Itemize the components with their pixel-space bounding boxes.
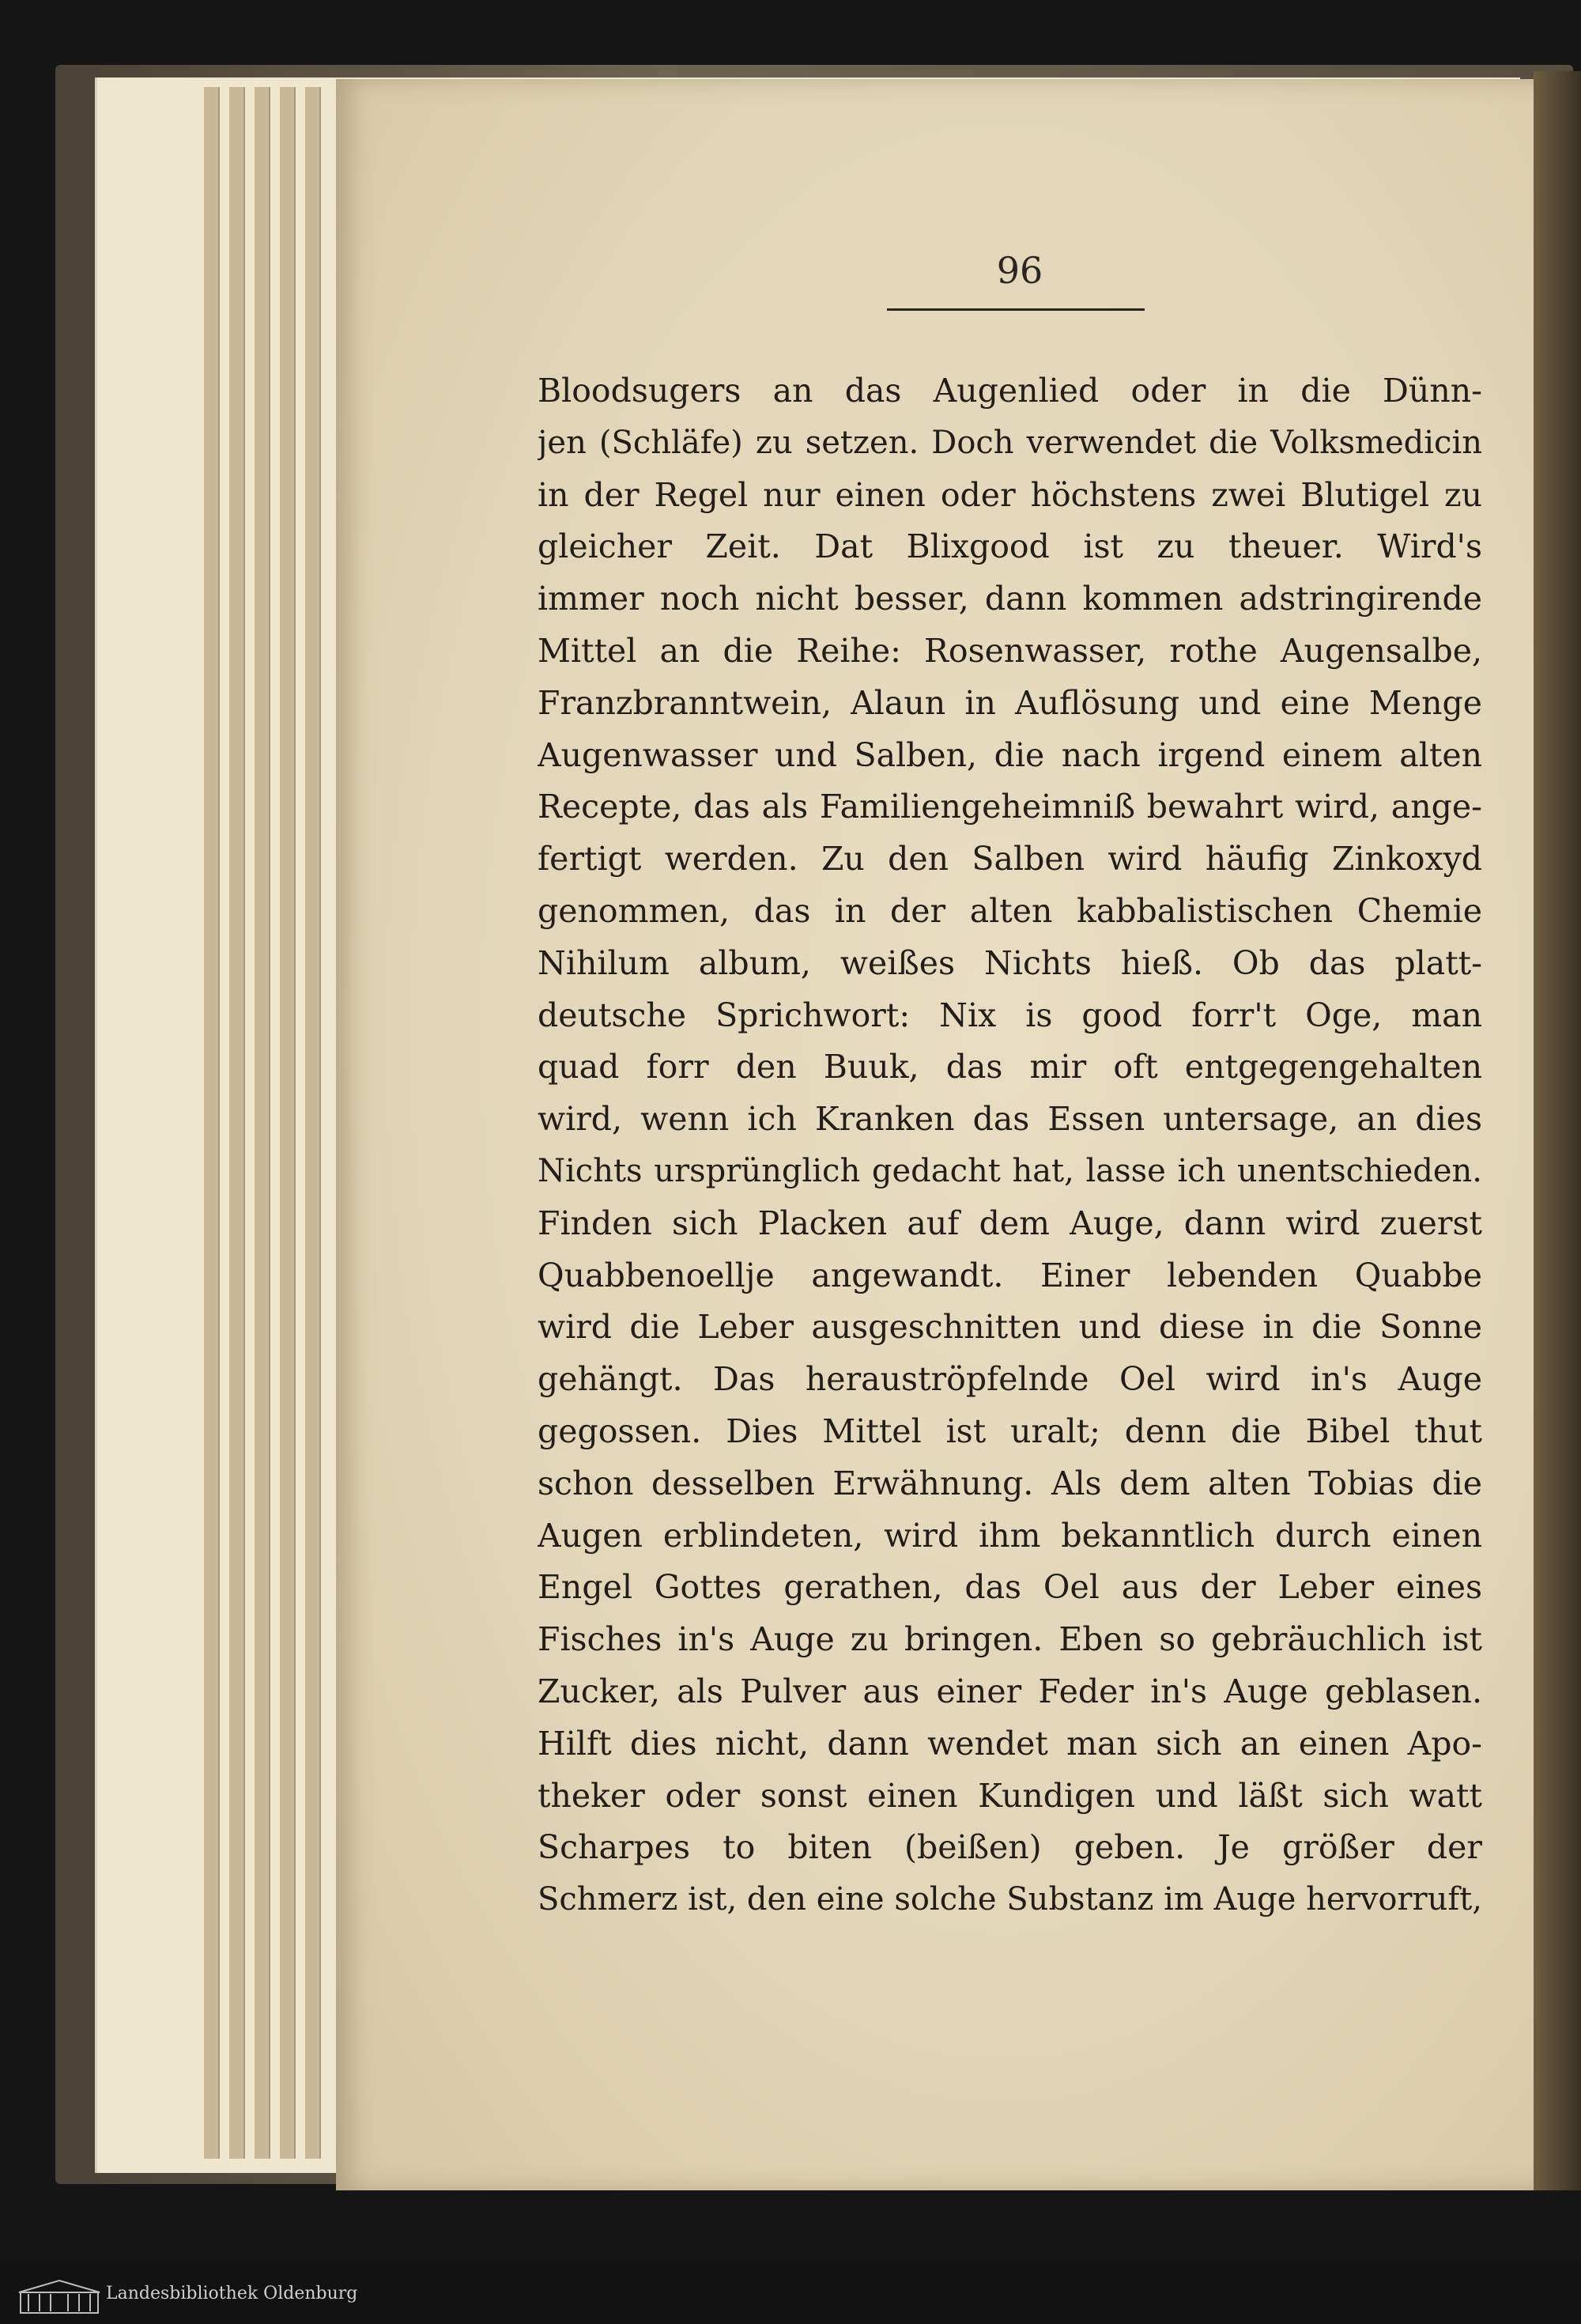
text-line: wird die Leber ausgeschnitten und diese in die Sonne bbox=[538, 1308, 1482, 1347]
text-line: gegossen. Dies Mittel ist uralt; denn die Bibel thut bbox=[538, 1411, 1482, 1450]
text-line: Franzbranntwein, Alaun in Auflösung und eine Menge bbox=[538, 683, 1482, 722]
body-text bbox=[538, 365, 1482, 1926]
text-line: Nihilum album, weißes Nichts hieß. Ob das platt- bbox=[538, 943, 1482, 982]
text-line: Fisches in's Auge zu bringen. Eben so gebräuchlich ist bbox=[538, 1620, 1482, 1659]
text-line: Zucker, als Pulver aus einer Feder in's Auge geblasen. bbox=[538, 1672, 1482, 1710]
page-number-rule bbox=[887, 308, 1145, 311]
text-line: deutsche Sprichwort: Nix is good forr't Oge, man bbox=[538, 996, 1482, 1034]
text-line: Scharpes to biten (beißen) geben. Je größer der bbox=[538, 1828, 1482, 1867]
text-line: gleicher Zeit. Dat Blixgood ist zu theuer. Wird's bbox=[538, 527, 1482, 566]
library-building-icon bbox=[17, 2278, 101, 2315]
text-line: theker oder sonst einen Kundigen und läßt sich watt bbox=[538, 1776, 1482, 1815]
text-line: jen (Schläfe) zu setzen. Doch verwendet die Volksmedicin bbox=[538, 424, 1482, 461]
book-gutter bbox=[1534, 71, 1581, 2190]
text-line: Finden sich Placken auf dem Auge, dann wird zuerst bbox=[538, 1204, 1482, 1242]
text-line: gehängt. Das herauströpfelnde Oel wird in's Auge bbox=[538, 1360, 1482, 1399]
library-name: Landesbibliothek Oldenburg bbox=[106, 2284, 358, 2303]
text-line: genommen, das in der alten kabbalistischen Chemie bbox=[538, 891, 1482, 930]
text-line: schon desselben Erwähnung. Als dem alten Tobias die bbox=[538, 1464, 1482, 1502]
text-line: Augen erblindeten, wird ihm bekanntlich durch einen bbox=[538, 1516, 1482, 1555]
text-line: Augenwasser und Salben, die nach irgend einem alten bbox=[538, 735, 1482, 774]
page-edge bbox=[229, 87, 245, 2159]
page-edge bbox=[255, 87, 270, 2159]
text-line: in der Regel nur einen oder höchstens zwei Blutigel zu bbox=[538, 475, 1482, 514]
text-line: Hilft dies nicht, dann wendet man sich an einen Apo- bbox=[538, 1724, 1482, 1763]
text-line: Mittel an die Reihe: Rosenwasser, rothe Augensalbe, bbox=[538, 631, 1482, 670]
text-line: Engel Gottes gerathen, das Oel aus der Leber eines bbox=[538, 1568, 1482, 1607]
text-line: Quabbenoellje angewandt. Einer lebenden Quabbe bbox=[538, 1256, 1482, 1294]
text-line: Bloodsugers an das Augenlied oder in die Dünn- bbox=[538, 372, 1482, 410]
text-line: fertigt werden. Zu den Salben wird häufig Zinkoxyd bbox=[538, 840, 1482, 879]
page-edge bbox=[305, 87, 321, 2159]
text-line: Schmerz ist, den eine solche Substanz im Auge hervorruft, bbox=[538, 1881, 1482, 1918]
page-edge bbox=[280, 87, 296, 2159]
text-line: quad forr den Buuk, das mir oft entgegengehalten bbox=[538, 1048, 1482, 1086]
text-line: immer noch nicht besser, dann kommen adstringirende bbox=[538, 580, 1482, 618]
page-edge bbox=[204, 87, 220, 2159]
text-line: Recepte, das als Familiengeheimniß bewahrt wird, ange- bbox=[538, 788, 1482, 826]
text-line: Nichts ursprünglich gedacht hat, lasse ich unentschieden. bbox=[538, 1152, 1482, 1189]
page-number: 96 bbox=[996, 249, 1043, 292]
text-line: wird, wenn ich Kranken das Essen untersage, an dies bbox=[538, 1100, 1482, 1139]
